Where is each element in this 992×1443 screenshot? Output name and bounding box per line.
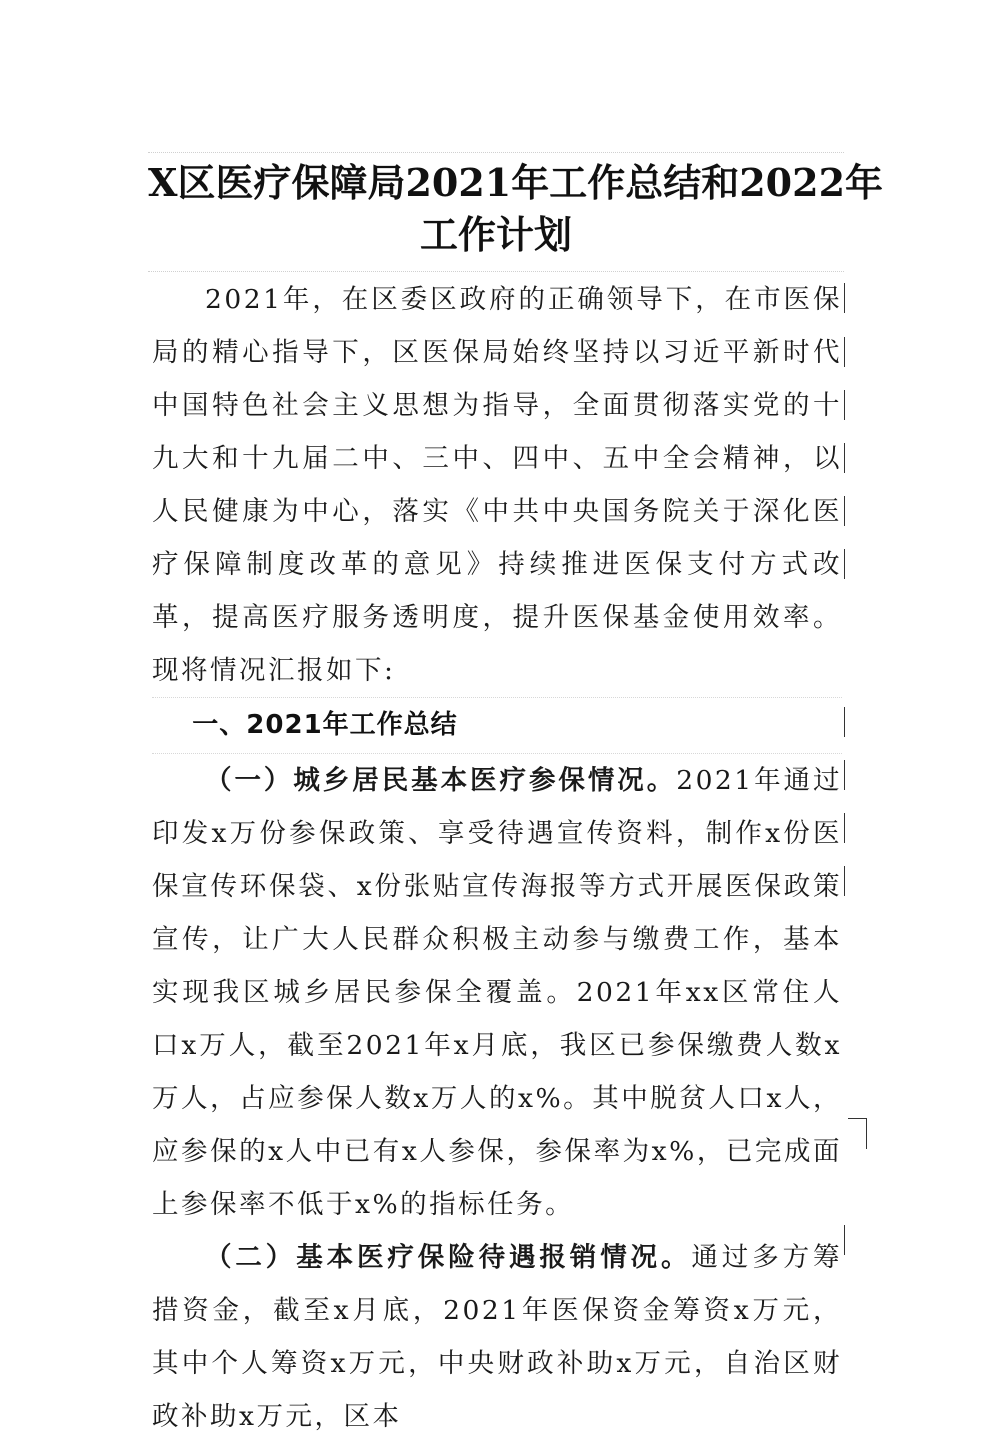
paragraph-enrollment-text: 2021年通过印发x万份参保政策、享受待遇宣传资料，制作x份医保宣传环保袋、x份张贴宣传海报等方式开展医保政策宣传，让广大人民群众积极主动参与缴费工作，基本实现我区城乡居民参保全覆盖。2021年xx区常住人口x万人，截至2021年x月底，我区已参保缴费人数x万人，占应参保人数x万人的x%。其中脱贫人口x人，应参保的x人中已有x人参保，参保率为x%，已完成面上参保率不低于x%的指标任务。 <box>152 765 842 1220</box>
margin-mark <box>844 1225 845 1255</box>
title-line-2: 工作计划 <box>419 212 572 257</box>
title-line-1: X区医疗保障局2021年工作总结和2022年 <box>148 160 884 205</box>
paragraph-reimbursement <box>152 1231 842 1443</box>
margin-mark <box>844 866 845 896</box>
intro-paragraph: 2021年，在区委区政府的正确领导下，在市医保局的精心指导下，区医保局始终坚持以习近平新时代中国特色社会主义思想为指导，全面贯彻落实党的十九大和十九届二中、三中、四中、五中全会精神，以人民健康为中心，落实《中共中央国务院关于深化医疗保障制度改革的意见》持续推进医保支付方式改革，提高医疗服务透明度，提升医保基金使用效率。现将情况汇报如下: <box>152 284 842 686</box>
document-body <box>152 273 842 1443</box>
margin-mark <box>844 549 845 579</box>
margin-corner-mark <box>848 1118 867 1149</box>
margin-mark <box>844 390 845 420</box>
paragraph-enrollment <box>152 754 842 1231</box>
margin-mark <box>844 443 845 473</box>
paragraph-reimbursement-lead: （二）基本医疗保险待遇报销情况。 <box>205 1242 692 1273</box>
document-title <box>148 152 884 272</box>
margin-mark <box>844 813 845 843</box>
margin-mark <box>844 707 845 737</box>
paragraph-enrollment-lead: （一）城乡居民基本医疗参保情况。 <box>205 765 677 796</box>
margin-mark <box>844 760 845 790</box>
margin-mark <box>844 496 845 526</box>
margin-mark <box>844 283 845 313</box>
section-heading: 一、2021年工作总结 <box>152 697 842 754</box>
paragraph-reimbursement-text: 通过多方筹措资金，截至x月底，2021年医保资金筹资x万元，其中个人筹资x万元，中央财政补助x万元，自治区财政补助x万元，区本 <box>152 1242 843 1432</box>
margin-mark <box>844 337 845 367</box>
